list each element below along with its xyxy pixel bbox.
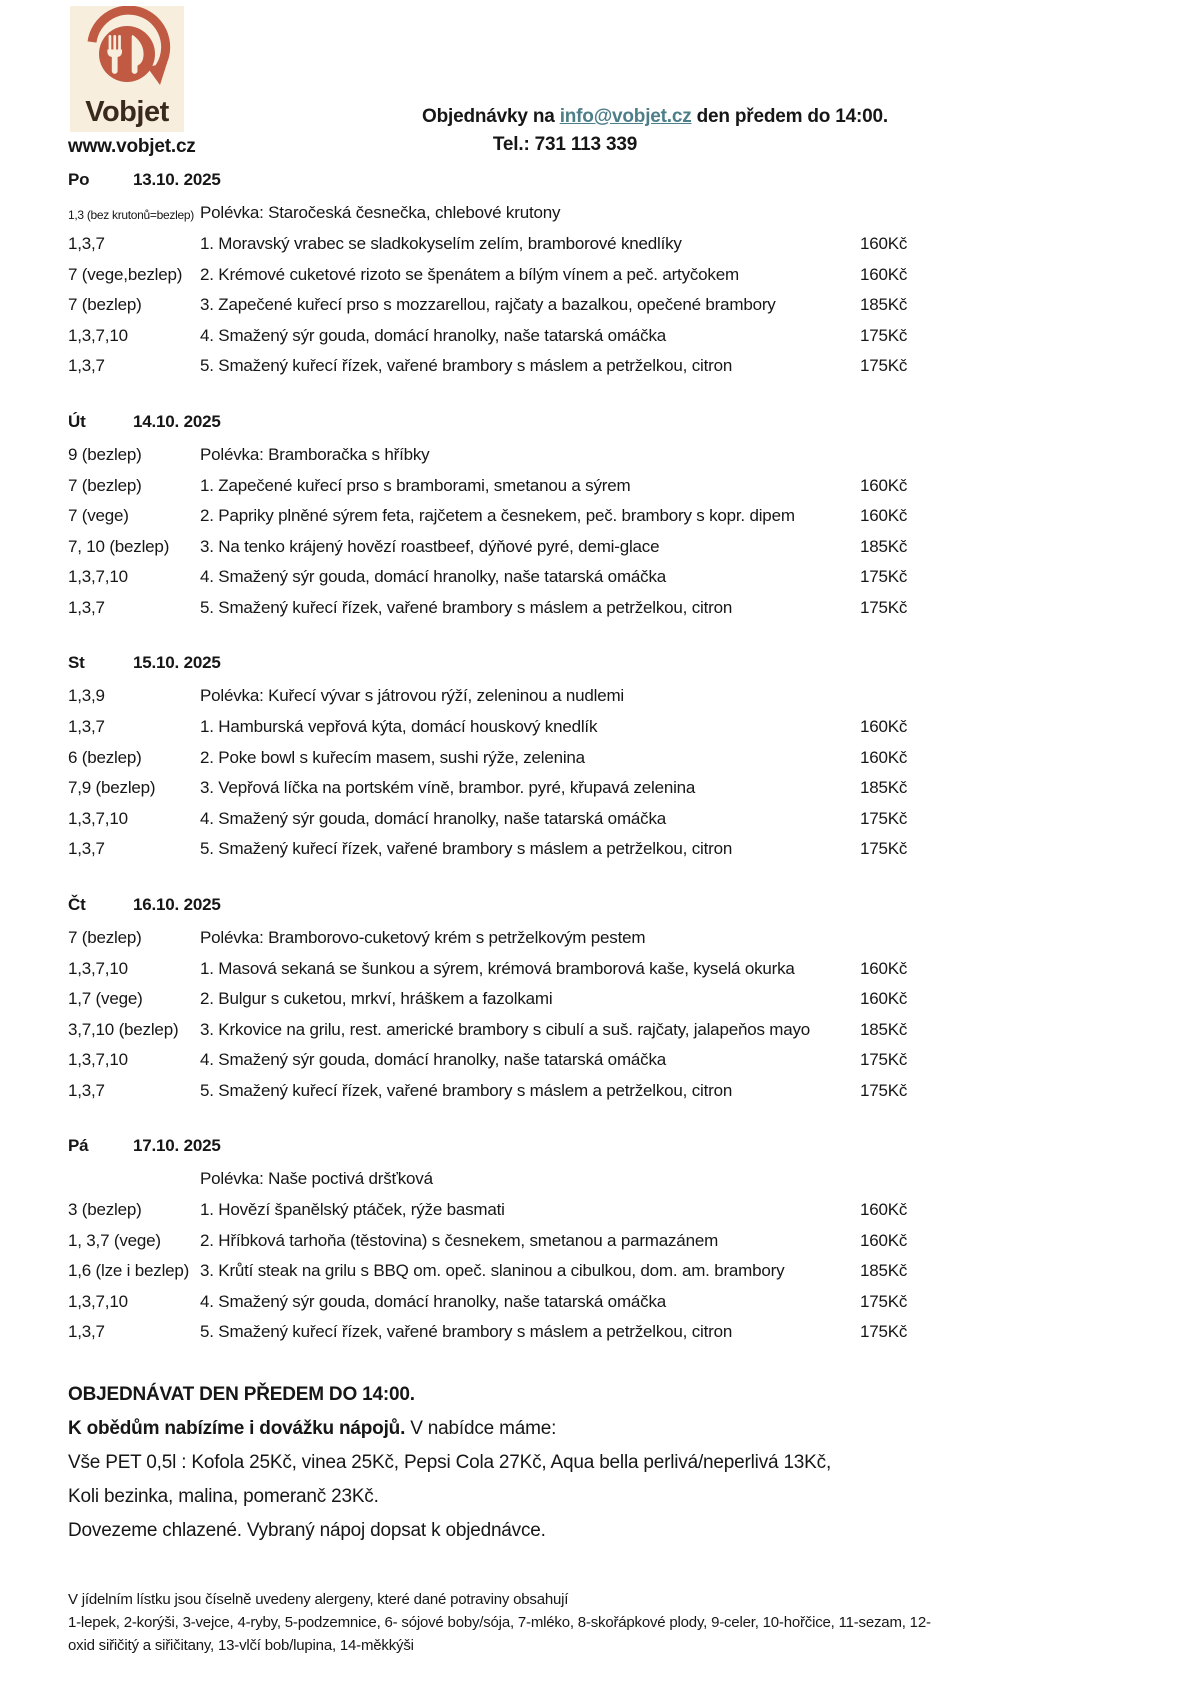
item-price: 185Kč — [860, 295, 908, 314]
item-price: 160Kč — [860, 1230, 908, 1250]
menu-item-2 — [68, 748, 1190, 779]
day-abbr: St — [68, 653, 85, 672]
day-section-3 — [68, 653, 1190, 870]
page-header — [0, 0, 1190, 170]
item-name: 2. Hříbková tarhoňa (těstovina) s česnekem, smetanou a parmazánem — [200, 1230, 719, 1250]
allergen-list-line-2: oxid siřičitý a siřičitany, 13-vlčí bob/lupina, 14-měkkýši — [68, 1636, 414, 1654]
item-name: 3. Vepřová líčka na portském víně, brambor. pyré, křupavá zelenina — [200, 778, 696, 797]
item-name: 2. Krémové cuketové rizoto se špenátem a bílým vínem a peč. artyčokem — [200, 264, 739, 284]
brand-name: Vobjet — [85, 96, 169, 128]
item-price: 160Kč — [860, 989, 908, 1008]
item-price: 175Kč — [860, 839, 908, 858]
item-allergens: 1,3,7 — [68, 234, 105, 253]
day-header — [68, 1136, 1190, 1169]
menu-item-4 — [68, 1050, 1190, 1081]
item-price: 185Kč — [860, 536, 908, 556]
item-allergens: 1,3,7,10 — [68, 1291, 128, 1311]
menu-item-5 — [68, 598, 1190, 629]
soup-name: Polévka: Kuřecí vývar s játrovou rýží, zeleninou a nudlemi — [200, 686, 624, 705]
menu-item-5 — [68, 1081, 1190, 1112]
item-name: 4. Smažený sýr gouda, domácí hranolky, naše tatarská omáčka — [200, 1050, 667, 1069]
item-allergens: 7 (vege,bezlep) — [68, 264, 183, 284]
item-allergens: 1, 3,7 (vege) — [68, 1230, 161, 1250]
menu-item-2 — [68, 989, 1190, 1020]
item-price: 175Kč — [860, 1291, 908, 1311]
item-allergens: 1,3,7 — [68, 717, 105, 736]
fork-knife-arrow-icon — [70, 6, 184, 100]
menu-item-3 — [68, 537, 1190, 568]
day-date: 14.10. 2025 — [133, 411, 221, 431]
soup-row — [68, 203, 1190, 234]
item-allergens: 1,3,7 — [68, 356, 105, 375]
item-allergens: 1,6 (lze i bezlep) — [68, 1261, 190, 1280]
item-name: 1. Hamburská vepřová kýta, domácí houskový knedlík — [200, 717, 598, 736]
delivery-note: Dovezeme chlazené. Vybraný nápoj dopsat k objednávce. — [68, 1519, 546, 1541]
soup-row — [68, 686, 1190, 717]
menu-item-1 — [68, 1200, 1190, 1231]
menu-item-1 — [68, 234, 1190, 265]
day-section-5 — [68, 1136, 1190, 1353]
menu-item-5 — [68, 1322, 1190, 1353]
allergen-list-line-1: 1-lepek, 2-korýši, 3-vejce, 4-ryby, 5-podzemnice, 6- sójové boby/sója, 7-mléko, 8-skořápkové plody, 9-celer, 10-hořčice, 11-sezam, 12- — [68, 1613, 931, 1631]
item-allergens: 7 (bezlep) — [68, 475, 142, 495]
item-price: 160Kč — [860, 1200, 908, 1219]
email-link[interactable]: info@vobjet.cz — [559, 106, 692, 127]
item-price: 185Kč — [860, 778, 908, 797]
item-name: 4. Smažený sýr gouda, domácí hranolky, naše tatarská omáčka — [200, 325, 667, 345]
item-price: 185Kč — [860, 1261, 908, 1280]
day-date: 17.10. 2025 — [133, 1136, 221, 1155]
item-price: 175Kč — [860, 1050, 908, 1069]
item-allergens: 6 (bezlep) — [68, 747, 142, 767]
item-name: 3. Krkovice na grilu, rest. americké brambory s cibulí a suš. rajčaty, jalapeňos mayo — [200, 1019, 811, 1039]
item-price: 160Kč — [860, 506, 908, 525]
item-allergens: 3,7,10 (bezlep) — [68, 1019, 179, 1039]
item-allergens: 7 (bezlep) — [68, 295, 142, 314]
day-section-1 — [68, 170, 1190, 387]
item-allergens: 1,3,7,10 — [68, 1050, 128, 1069]
item-name: 1. Zapečené kuřecí prso s bramborami, smetanou a sýrem — [200, 475, 631, 495]
item-allergens: 7 (vege) — [68, 506, 129, 525]
soup-name: Polévka: Naše poctivá dršťková — [200, 1169, 433, 1188]
item-name: 5. Smažený kuřecí řízek, vařené brambory s máslem a petrželkou, citron — [200, 597, 733, 617]
item-price: 175Kč — [860, 808, 908, 828]
item-name: 4. Smažený sýr gouda, domácí hranolky, naše tatarská omáčka — [200, 808, 667, 828]
day-abbr: Út — [68, 411, 86, 431]
day-date: 16.10. 2025 — [133, 894, 221, 914]
menu-item-1 — [68, 959, 1190, 990]
item-name: 3. Zapečené kuřecí prso s mozzarellou, rajčaty a bazalkou, opečené brambory — [200, 295, 776, 314]
item-price: 175Kč — [860, 1080, 908, 1100]
item-name: 1. Hovězí španělský ptáček, rýže basmati — [200, 1200, 505, 1219]
item-allergens: 1,3,7,10 — [68, 808, 128, 828]
item-name: 5. Smažený kuřecí řízek, vařené brambory s máslem a petrželkou, citron — [200, 839, 733, 858]
item-name: 2. Papriky plněné sýrem feta, rajčetem a česnekem, peč. brambory s kopr. dipem — [200, 506, 795, 525]
menu-item-2 — [68, 265, 1190, 296]
item-allergens: 3 (bezlep) — [68, 1200, 142, 1219]
item-allergens: 1,3,7,10 — [68, 325, 128, 345]
item-allergens: 1,3,7 — [68, 597, 105, 617]
website-url: www.vobjet.cz — [68, 136, 196, 157]
item-name: 2. Poke bowl s kuřecím masem, sushi rýže, zelenina — [200, 747, 585, 767]
day-date: 13.10. 2025 — [133, 170, 221, 189]
item-allergens: 1,3,7,10 — [68, 567, 128, 586]
day-section-2 — [68, 412, 1190, 629]
item-price: 160Kč — [860, 747, 908, 767]
item-price: 160Kč — [860, 264, 908, 284]
item-name: 2. Bulgur s cuketou, mrkví, hráškem a fazolkami — [200, 989, 553, 1008]
menu-item-5 — [68, 356, 1190, 387]
menu-item-2 — [68, 1231, 1190, 1262]
soup-allergens: 7 (bezlep) — [68, 927, 142, 947]
item-name: 5. Smažený kuřecí řízek, vařené brambory s máslem a petrželkou, citron — [200, 1080, 733, 1100]
day-date: 15.10. 2025 — [133, 653, 221, 672]
menu-item-4 — [68, 326, 1190, 357]
drinks-price-line-2: Koli bezinka, malina, pomeranč 23Kč. — [68, 1485, 379, 1507]
item-name: 3. Krůtí steak na grilu s BBQ om. opeč. slaninou a cibulkou, dom. am. brambory — [200, 1261, 785, 1280]
item-price: 185Kč — [860, 1019, 908, 1039]
item-price: 175Kč — [860, 1322, 908, 1341]
soup-row — [68, 1169, 1190, 1200]
brand-logo — [70, 6, 184, 132]
menu-item-4 — [68, 567, 1190, 598]
item-price: 175Kč — [860, 597, 908, 617]
item-price: 175Kč — [860, 325, 908, 345]
drinks-intro-bold: K obědům nabízíme i dovážku nápojů. — [68, 1417, 406, 1439]
drinks-price-line-1: Vše PET 0,5l : Kofola 25Kč, vinea 25Kč, Pepsi Cola 27Kč, Aqua bella perlivá/neperlivá 13Kč, — [68, 1451, 832, 1473]
item-price: 175Kč — [860, 356, 908, 375]
item-name: 1. Moravský vrabec se sladkokyselím zelím, bramborové knedlíky — [200, 234, 682, 253]
order-instructions — [310, 106, 1000, 128]
soup-row — [68, 928, 1190, 959]
drinks-intro — [68, 1412, 1190, 1446]
item-allergens: 1,3,7 — [68, 1322, 105, 1341]
order-suffix: den předem do 14:00. — [691, 106, 888, 127]
day-header — [68, 412, 1190, 445]
page-footer — [68, 1378, 1190, 1657]
item-name: 4. Smažený sýr gouda, domácí hranolky, naše tatarská omáčka — [200, 1291, 667, 1311]
item-price: 160Kč — [860, 958, 908, 978]
soup-allergens: 1,3 (bez krutonů=bezlep) — [68, 208, 194, 222]
item-price: 160Kč — [860, 475, 908, 495]
menu-item-3 — [68, 295, 1190, 326]
soup-name: Polévka: Bramborovo-cuketový krém s petrželkovým pestem — [200, 927, 646, 947]
day-header — [68, 653, 1190, 686]
order-deadline-note: OBJEDNÁVAT DEN PŘEDEM DO 14:00. — [68, 1383, 415, 1405]
day-header — [68, 170, 1190, 203]
item-allergens: 7,9 (bezlep) — [68, 778, 156, 797]
menu-item-2 — [68, 506, 1190, 537]
menu-item-4 — [68, 809, 1190, 840]
order-prefix: Objednávky na — [422, 106, 560, 127]
item-allergens: 1,3,7 — [68, 1080, 105, 1100]
item-name: 5. Smažený kuřecí řízek, vařené brambory s máslem a petrželkou, citron — [200, 1322, 733, 1341]
item-name: 5. Smažený kuřecí řízek, vařené brambory s máslem a petrželkou, citron — [200, 356, 733, 375]
menu-item-3 — [68, 1261, 1190, 1292]
item-allergens: 1,3,7,10 — [68, 958, 128, 978]
soup-name: Polévka: Bramboračka s hříbky — [200, 444, 430, 464]
item-name: 3. Na tenko krájený hovězí roastbeef, dýňové pyré, demi-glace — [200, 536, 660, 556]
item-allergens: 1,3,7 — [68, 839, 105, 858]
item-allergens: 7, 10 (bezlep) — [68, 536, 170, 556]
phone-number: Tel.: 731 113 339 — [492, 134, 638, 155]
soup-allergens: 9 (bezlep) — [68, 444, 142, 464]
menu-days — [0, 170, 1190, 1353]
soup-allergens: 1,3,9 — [68, 686, 105, 705]
menu-item-5 — [68, 839, 1190, 870]
item-price: 160Kč — [860, 234, 908, 253]
menu-item-4 — [68, 1292, 1190, 1323]
menu-item-1 — [68, 717, 1190, 748]
soup-name: Polévka: Staročeská česnečka, chlebové krutony — [200, 203, 561, 222]
menu-item-3 — [68, 1020, 1190, 1051]
day-abbr: Po — [68, 170, 90, 189]
item-allergens: 1,7 (vege) — [68, 989, 143, 1008]
day-abbr: Pá — [68, 1136, 89, 1155]
menu-item-1 — [68, 476, 1190, 507]
day-abbr: Čt — [68, 894, 86, 914]
menu-item-3 — [68, 778, 1190, 809]
day-section-4 — [68, 895, 1190, 1112]
item-name: 1. Masová sekaná se šunkou a sýrem, krémová bramborová kaše, kyselá okurka — [200, 958, 795, 978]
drinks-intro-rest: V nabídce máme: — [405, 1417, 557, 1439]
soup-row — [68, 445, 1190, 476]
item-price: 175Kč — [860, 567, 908, 586]
item-price: 160Kč — [860, 717, 908, 736]
item-name: 4. Smažený sýr gouda, domácí hranolky, naše tatarská omáčka — [200, 567, 667, 586]
day-header — [68, 895, 1190, 928]
allergen-note: V jídelním lístku jsou číselně uvedeny alergeny, které dané potraviny obsahují — [68, 1590, 569, 1608]
